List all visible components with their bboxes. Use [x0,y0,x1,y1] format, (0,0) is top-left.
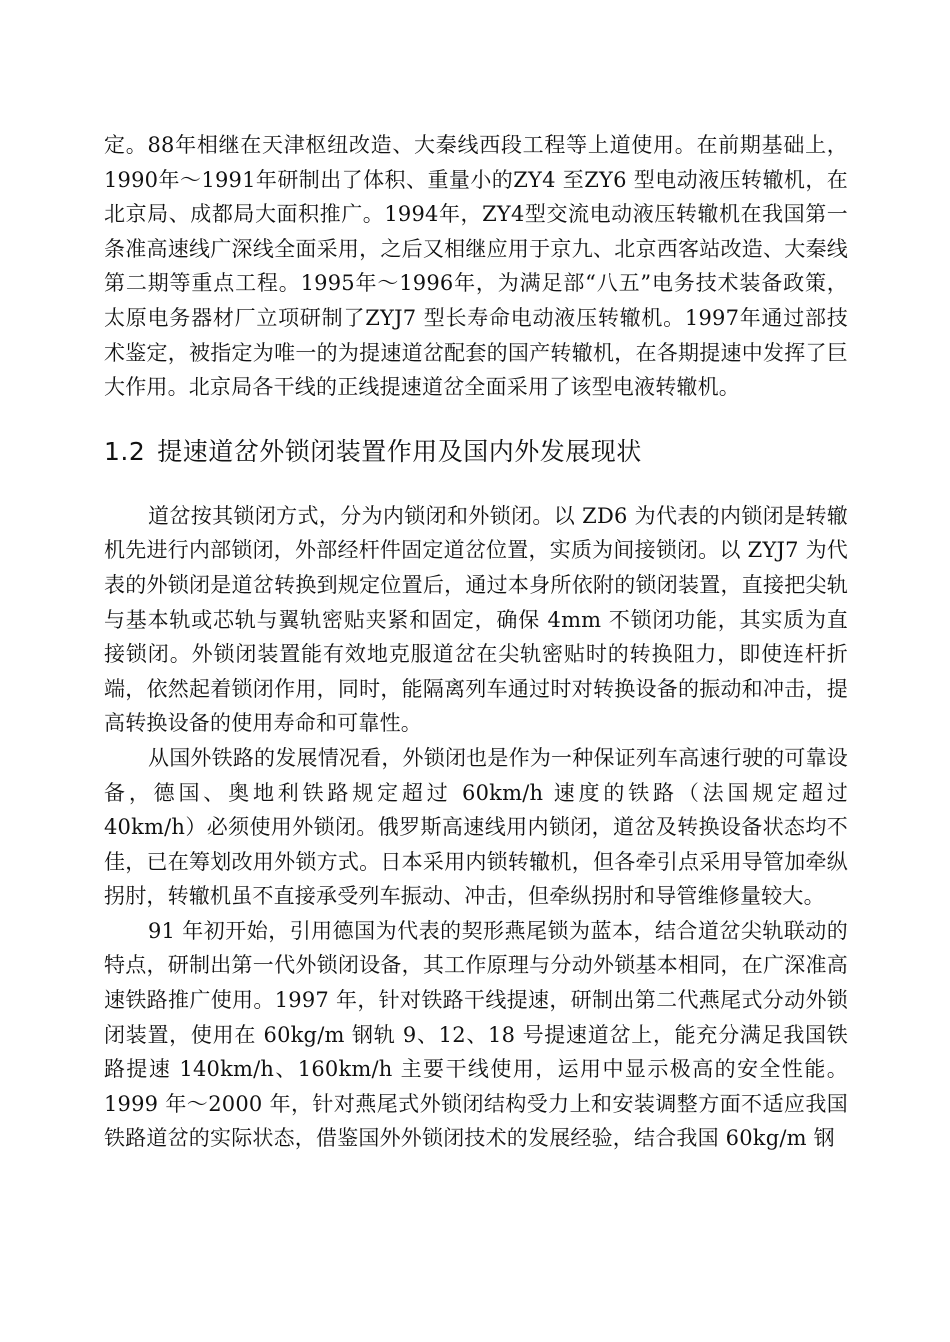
section-title: 提速道岔外锁闭装置作用及国内外发展现状 [157,436,642,466]
section-number: 1.2 [104,436,146,466]
paragraph-lock-types: 道岔按其锁闭方式，分为内锁闭和外锁闭。以 ZD6 为代表的内锁闭是转辙机先进行内部锁闭，外部经杆件固定道岔位置，实质为间接锁闭。以 ZYJ7 为代表的外锁闭是道岔转换到规定位置后，通过本身所依附的锁闭装置，直接把尖轨与基本轨或芯轨与翼轨密贴夹紧和固定，确保 4mm 不锁闭功能，其实质为直接锁闭。外锁闭装置能有效地克服道岔在尖轨密贴时的转换阻力，即使连杆折端，依然起着锁闭作用，同时，能隔离列车通过时对转换设备的振动和冲击，提高转换设备的使用寿命和可靠性。 [104,503,848,736]
section-heading [104,435,848,469]
document-page [104,128,848,1156]
paragraph-domestic-development: 91 年初开始，引用德国为代表的契形燕尾锁为蓝本，结合道岔尖轨联动的特点，研制出第一代外锁闭设备，其工作原理与分动外锁基本相同，在广深准高速铁路推广使用。1997 年，针对铁路干线提速，研制出第二代燕尾式分动外锁闭装置，使用在 60kg/m 钢轨 9、12、18 号提速道岔上，能充分满足我国铁路提速 140km/h、160km/h 主要干线使用，运用中显示极高的安全性能。1999 年～2000 年，针对燕尾式外锁闭结构受力上和安装调整方面不适应我国铁路道岔的实际状态，借鉴国外外锁闭技术的发展经验，结合我国 60kg/m 钢 [104,918,848,1151]
paragraph-continued: 定。88年相继在天津枢纽改造、大秦线西段工程等上道使用。在前期基础上，1990年～1991年研制出了体积、重量小的ZY4 至ZY6 型电动液压转辙机，在北京局、成都局大面积推广。1994年，ZY4型交流电动液压转辙机在我国第一条准高速线广深线全面采用，之后又相继应用于京九、北京西客站改造、大秦线第二期等重点工程。1995年～1996年，为满足部“八五”电务技术装备政策，太原电务器材厂立项研制了ZYJ7 型长寿命电动液压转辙机。1997年通过部技术鉴定，被指定为唯一的为提速道岔配套的国产转辙机，在各期提速中发挥了巨大作用。北京局各干线的正线提速道岔全面采用了该型电液转辙机。 [104,133,848,400]
paragraph-foreign-development: 从国外铁路的发展情况看，外锁闭也是作为一种保证列车高速行驶的可靠设备，德国、奥地利铁路规定超过 60km/h 速度的铁路（法国规定超过 40km/h）必须使用外锁闭。俄罗斯高速线用内锁闭，道岔及转换设备状态均不佳，已在筹划改用外锁方式。日本采用内锁转辙机，但各牵引点采用导管加牵纵拐肘，转辙机虽不直接承受列车振动、冲击，但牵纵拐肘和导管维修量较大。 [104,745,848,909]
